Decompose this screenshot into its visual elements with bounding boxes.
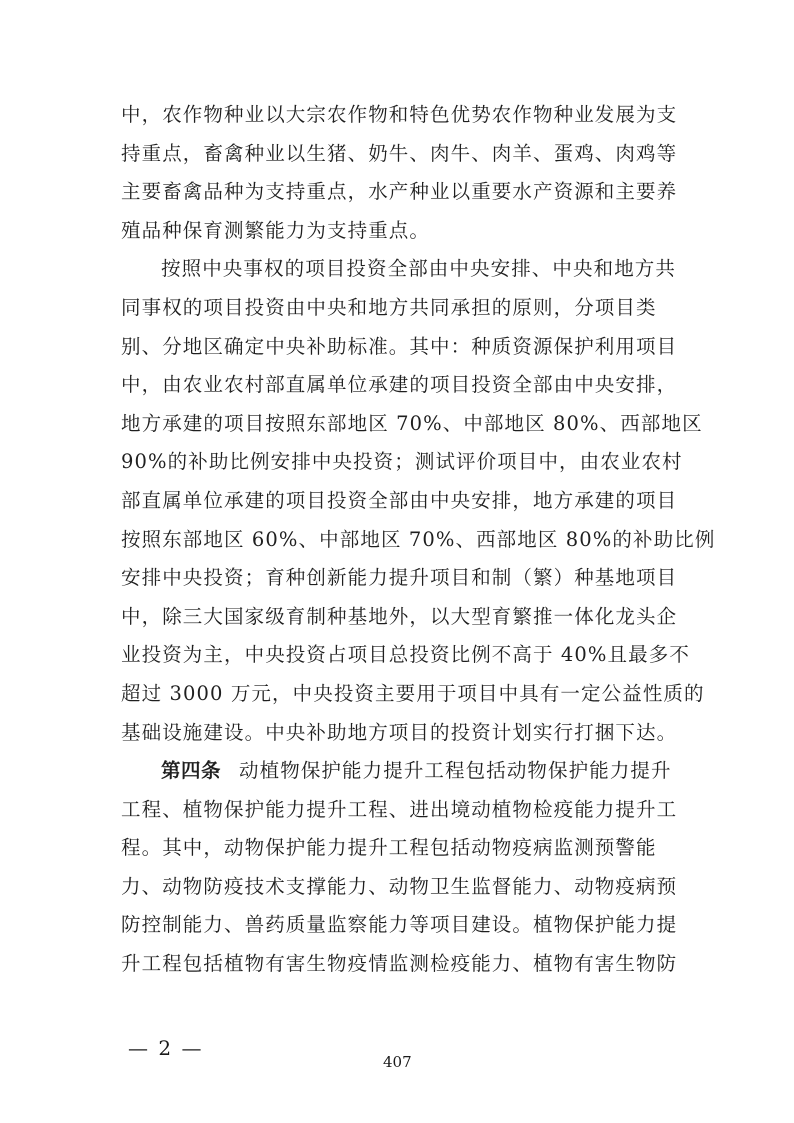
- text-line: 安排中央投资；育种创新能力提升项目和制（繁）种基地项目: [121, 566, 678, 590]
- text-line: 力、动物防疫技术支撑能力、动物卫生监督能力、动物疫病预: [121, 874, 678, 898]
- text-line: 工程、植物保护能力提升工程、进出境动植物检疫能力提升工: [121, 797, 678, 821]
- text-line: 90%的补助比例安排中央投资；测试评价项目中，由农业农村: [121, 450, 683, 474]
- text-line: 超过 3000 万元，中央投资主要用于项目中具有一定公益性质的: [121, 681, 705, 705]
- text-line: 主要畜禽品种为支持重点，水产种业以重要水产资源和主要养: [121, 180, 678, 204]
- text-line: 升工程包括植物有害生物疫情监测检疫能力、植物有害生物防: [121, 952, 678, 976]
- text-line: 基础设施建设。中央补助地方项目的投资计划实行打捆下达。: [121, 720, 678, 744]
- page-number: — 2 —: [128, 1036, 204, 1060]
- text-line: 按照东部地区 60%、中部地区 70%、西部地区 80%的补助比例: [121, 527, 716, 551]
- text-line: 程。其中，动物保护能力提升工程包括动物疫病监测预警能: [121, 836, 657, 860]
- text-line: 防控制能力、兽药质量监察能力等项目建设。植物保护能力提: [121, 913, 678, 937]
- text-line: 同事权的项目投资由中央和地方共同承担的原则，分项目类: [121, 295, 657, 319]
- article-first-line-text: 动植物保护能力提升工程包括动物保护能力提升: [239, 759, 672, 783]
- text-line: 中，农作物种业以大宗农作物和特色优势农作物种业发展为支: [121, 103, 678, 126]
- text-line: 中，由农业农村部直属单位承建的项目投资全部由中央安排，: [121, 373, 678, 397]
- article-heading: 第四条: [161, 759, 222, 783]
- sheet-number: 407: [383, 1053, 412, 1071]
- text-line: 中，除三大国家级育制种基地外，以大型育繁推一体化龙头企: [121, 604, 678, 628]
- text-line: 别、分地区确定中央补助标准。其中：种质资源保护利用项目: [121, 334, 678, 358]
- text-line: 地方承建的项目按照东部地区 70%、中部地区 80%、西部地区: [121, 411, 703, 435]
- text-line: 持重点，畜禽种业以生猪、奶牛、肉牛、肉羊、蛋鸡、肉鸡等: [121, 141, 678, 165]
- text-line: 殖品种保育测繁能力为支持重点。: [121, 218, 431, 242]
- text-line: 业投资为主，中央投资占项目总投资比例不高于 40%且最多不: [121, 643, 690, 667]
- article-first-line: [121, 752, 671, 791]
- text-line: 部直属单位承建的项目投资全部由中央安排，地方承建的项目: [121, 488, 678, 512]
- text-line: 按照中央事权的项目投资全部由中央安排、中央和地方共: [161, 257, 677, 281]
- body-text: [121, 96, 716, 984]
